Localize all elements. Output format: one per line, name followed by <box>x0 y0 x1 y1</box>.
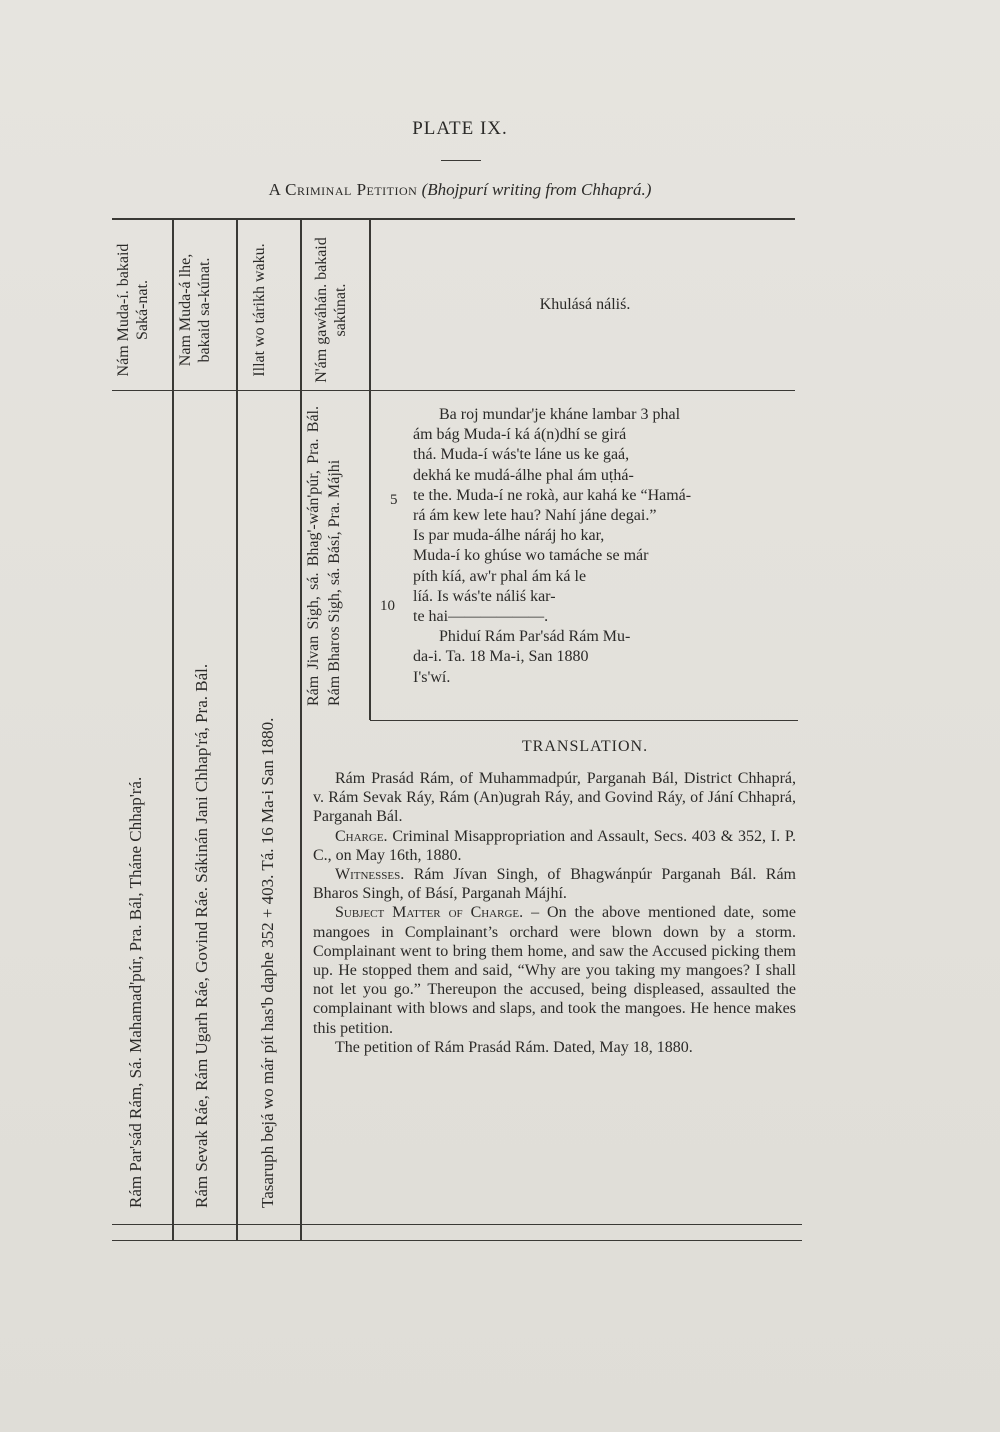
vernacular-petition <box>413 405 798 688</box>
col3-header: Illat wo tárikh waku. <box>251 243 268 377</box>
subject-text: – On the above mentioned date, some mangoes in Complainant’s orchard were blown down by a storm. Complainant went to bring them home, and saw the Accused picking them up. He stopped them and said, “Why are you taking my mangoes? I shall not let you go.” Thereupon the accused, being displeased, assaulted the complainant with blows and slaps, and took the mangoes. He hence makes this petition. <box>313 904 797 1037</box>
col4-header: N'ám gawáhán. bakaid sakúnat. <box>313 237 349 383</box>
witnesses-text: Rám Jívan Singh, of Bhagwánpúr Parganah Bál. Rám Bharos Singh, of Básí, Parganah Májhí. <box>313 866 797 903</box>
charge-text: Criminal Misappropriation and Assault, Secs. 403 & 352, I. P. C., on May 16th, 1880. <box>313 827 797 864</box>
title-rule <box>441 160 481 161</box>
khulasa-header: Khulásá náliś. <box>539 296 631 313</box>
petition-line: Is par muda-álhe náráj ho kar, <box>413 527 605 545</box>
line-number: 10 <box>380 598 395 614</box>
subject-label: Subject Matter of Charge. <box>335 904 524 922</box>
translation-witnesses <box>313 865 796 903</box>
col1-body: Rám Par'sád Rám, Sá. Mahamad'púr, Pra. Bál, Tháne Chhap'rá. <box>126 776 145 1208</box>
column-divider-4 <box>369 218 371 720</box>
charge-label: Charge. <box>335 827 388 845</box>
col4-body: Rám Jivan Sigh, sá. Bhag'-wán'púr, Pra. Bál. Rám Bharos Sigh, sá. Básí, Pra. Májhi <box>305 406 343 706</box>
petition-line: te hai——————. <box>413 608 549 626</box>
col2-body: Rám Sevak Ráe, Rám Ugarh Ráe, Govind Ráe. Sákinán Jani Chhap'rá, Pra. Bál. <box>192 663 211 1208</box>
col2-header: Nam Muda-á lhe, bakaid sa-kúnat. <box>177 253 213 367</box>
page-bottom-rule <box>112 1240 802 1241</box>
witnesses-label: Witnesses. <box>335 866 405 884</box>
petition-line: ám bág Muda-í ká á(n)dhí se girá <box>413 426 627 444</box>
translation-closing: The petition of Rám Prasád Rám. Dated, May 18, 1880. <box>335 1038 693 1056</box>
translation-heading: TRANSLATION. <box>521 738 649 755</box>
petition-line: te the. Muda-í ne rokà, aur kahá ke “Hamá- <box>413 486 692 504</box>
petition-line: Phiduí Rám Par'sád Rám Mu- <box>439 628 631 646</box>
petition-bottom-rule <box>370 720 798 721</box>
petition-line: thá. Muda-í wás'te láne us ke gaá, <box>413 446 630 464</box>
petition-line: rá ám kew lete hau? Nahí jáne degai.” <box>413 507 657 525</box>
petition-line: Muda-í ko ghúse wo tamáche se már <box>413 547 649 565</box>
plate-title: PLATE IX. <box>412 118 508 139</box>
column-divider-3 <box>300 218 302 1240</box>
col1-header: Nám Muda-í. bakaid Saká-nat. <box>115 243 151 377</box>
column-divider-1 <box>172 218 174 1240</box>
table-top-rule <box>112 218 795 220</box>
subtitle-italic: (Bhojpurí writing from Chhaprá.) <box>421 180 652 199</box>
petition-line: píth kíá, aw'r phal ám ká le <box>413 567 587 585</box>
column-divider-2 <box>236 218 238 1240</box>
petition-line: líá. Is wás'te náliś kar- <box>413 587 556 605</box>
translation-body <box>313 769 796 1057</box>
petition-line: dekhá ke mudá-álhe phal ám uṭhá- <box>413 466 634 484</box>
plate-subtitle <box>0 180 920 200</box>
line-number: 5 <box>390 492 398 508</box>
col3-body: Tasaruph bejá wo már pít has'b daphe 352 + 403. Tá. 16 Ma-i San 1880. <box>258 717 277 1208</box>
translation-subject <box>313 903 796 1037</box>
petition-line: da-i. Ta. 18 Ma-i, San 1880 <box>413 648 589 666</box>
translation-parties: Rám Prasád Rám, of Muhammadpúr, Parganah Bál, District Chhaprá, v. Rám Sevak Ráy, Rám (An)ugrah Ráy, and Govind Ráy, of Jání Chhaprá, Parganah Bál. <box>313 770 796 826</box>
subtitle-prefix: A Criminal Petition <box>268 180 418 199</box>
header-rule <box>112 390 795 391</box>
petition-line: I's'wí. <box>413 668 451 686</box>
table-bottom-rule <box>112 1224 802 1225</box>
translation-charge <box>313 827 796 865</box>
petition-line: Ba roj mundar'je kháne lambar 3 phal <box>439 406 681 423</box>
